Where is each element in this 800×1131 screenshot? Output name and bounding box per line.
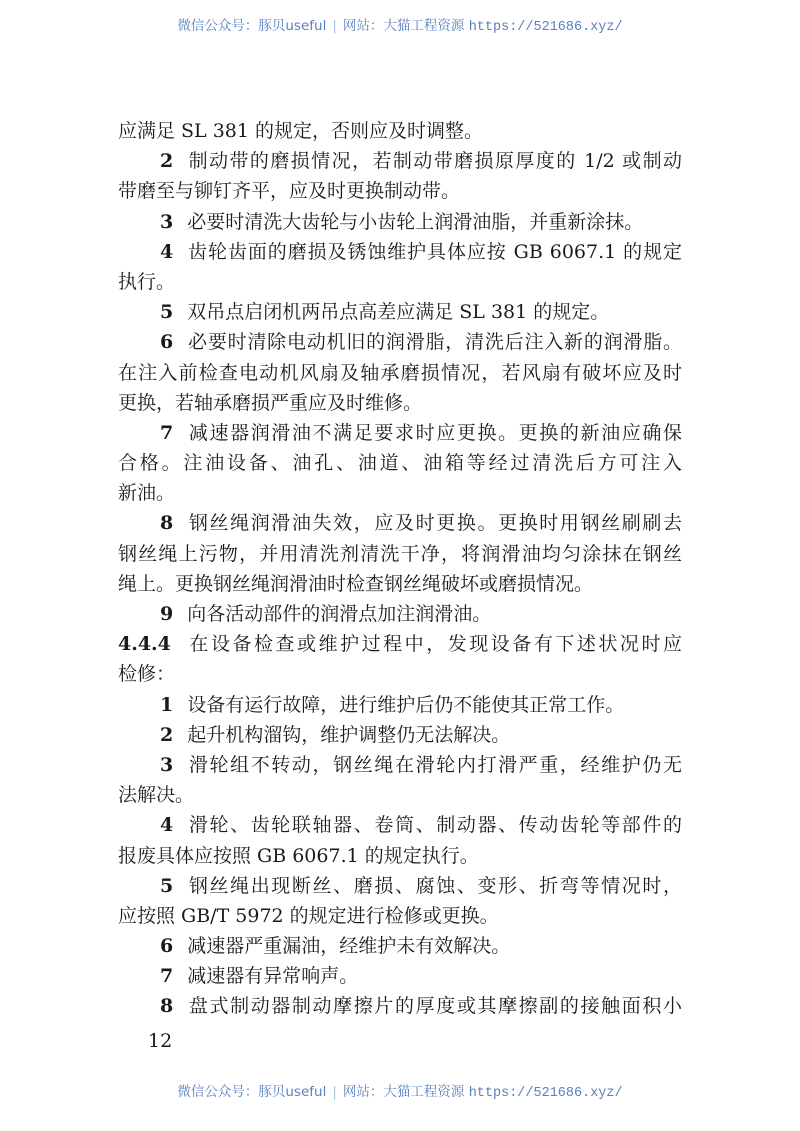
text-line bbox=[118, 841, 682, 871]
watermark-site: 网站：大猫工程资源 bbox=[342, 1084, 465, 1100]
watermark-separator: | bbox=[332, 1084, 337, 1100]
text-line bbox=[118, 961, 682, 991]
text-line bbox=[118, 931, 682, 961]
page-number: 12 bbox=[148, 1030, 173, 1052]
item-number: 8 bbox=[160, 512, 174, 535]
item-number: 4 bbox=[160, 814, 174, 837]
line-text: 滑轮组不转动，钢丝绳在滑轮内打滑严重，经维护仍无 bbox=[187, 753, 682, 776]
line-text: 钢丝绳润滑油失效，应及时更换。更换时用钢丝刷刷去 bbox=[187, 512, 682, 535]
item-number: 8 bbox=[160, 995, 174, 1018]
item-number: 3 bbox=[160, 753, 174, 776]
text-line bbox=[118, 508, 682, 538]
item-number: 6 bbox=[160, 331, 174, 354]
line-text: 报废具体应按照 GB 6067.1 的规定执行。 bbox=[118, 844, 479, 867]
text-line bbox=[118, 690, 682, 720]
line-text: 设备有运行故障，进行维护后仍不能使其正常工作。 bbox=[187, 693, 625, 716]
watermark-url: https://521686.xyz/ bbox=[468, 1086, 623, 1101]
line-text: 应按照 GB/T 5972 的规定进行检修或更换。 bbox=[118, 904, 499, 927]
item-number: 1 bbox=[160, 693, 174, 716]
watermark-footer bbox=[0, 1080, 800, 1101]
line-text: 法解决。 bbox=[118, 784, 195, 807]
item-number: 6 bbox=[160, 935, 174, 958]
line-text: 制动带的磨损情况，若制动带磨损原厚度的 1/2 或制动 bbox=[187, 150, 682, 173]
item-number: 2 bbox=[160, 150, 174, 173]
line-text: 必要时清洗大齿轮与小齿轮上润滑油脂，并重新涂抹。 bbox=[187, 210, 644, 233]
line-text: 执行。 bbox=[118, 270, 176, 293]
text-line bbox=[118, 750, 682, 780]
text-line bbox=[118, 297, 682, 327]
item-number: 2 bbox=[160, 723, 174, 746]
text-line bbox=[118, 418, 682, 448]
watermark-separator: | bbox=[332, 18, 337, 34]
line-text: 带磨至与铆钉齐平，应及时更换制动带。 bbox=[118, 180, 461, 203]
item-number: 7 bbox=[160, 965, 174, 988]
text-line bbox=[118, 267, 682, 297]
line-text: 减速器润滑油不满足要求时应更换。更换的新油应确保 bbox=[187, 421, 682, 444]
line-text: 应满足 SL 381 的规定，否则应及时调整。 bbox=[118, 120, 484, 142]
text-line bbox=[118, 810, 682, 840]
line-text: 双吊点启闭机两吊点高差应满足 SL 381 的规定。 bbox=[187, 301, 610, 324]
text-line bbox=[118, 146, 682, 176]
watermark-url: https://521686.xyz/ bbox=[468, 20, 623, 35]
text-line bbox=[118, 569, 682, 599]
item-number: 5 bbox=[160, 301, 174, 324]
text-line bbox=[118, 237, 682, 267]
line-text: 齿轮齿面的磨损及锈蚀维护具体应按 GB 6067.1 的规定 bbox=[187, 240, 682, 263]
section-number: 4.4.4 bbox=[118, 633, 171, 656]
line-text: 滑轮、齿轮联轴器、卷筒、制动器、传动齿轮等部件的 bbox=[187, 814, 682, 837]
item-number: 9 bbox=[160, 603, 174, 625]
text-line bbox=[118, 116, 682, 146]
line-text: 盘式制动器制动摩擦片的厚度或其摩擦副的接触面积小 bbox=[187, 995, 682, 1018]
line-text: 起升机构溜钩，维护调整仍无法解决。 bbox=[187, 723, 511, 746]
document-body bbox=[118, 116, 682, 1022]
text-line bbox=[118, 720, 682, 750]
text-line bbox=[118, 478, 682, 508]
watermark-header bbox=[0, 14, 800, 35]
watermark-site: 网站：大猫工程资源 bbox=[342, 18, 465, 34]
item-number: 4 bbox=[160, 240, 174, 263]
line-text: 在注入前检查电动机风扇及轴承磨损情况，若风扇有破坏应及时 bbox=[118, 361, 682, 384]
item-number: 5 bbox=[160, 874, 174, 897]
line-text: 检修： bbox=[118, 663, 176, 686]
line-text: 向各活动部件的润滑点加注润滑油。 bbox=[187, 603, 492, 625]
text-line bbox=[118, 207, 682, 237]
text-line bbox=[118, 871, 682, 901]
text-line bbox=[118, 659, 682, 689]
text-line bbox=[118, 901, 682, 931]
text-line bbox=[118, 629, 682, 659]
line-text: 新油。 bbox=[118, 482, 176, 505]
text-line bbox=[118, 991, 682, 1021]
line-text: 合格。注油设备、油孔、油道、油箱等经过清洗后方可注入 bbox=[118, 452, 682, 475]
line-text: 钢丝绳出现断丝、磨损、腐蚀、变形、折弯等情况时， bbox=[187, 874, 682, 897]
line-text: 必要时清除电动机旧的润滑脂，清洗后注入新的润滑脂。 bbox=[187, 331, 682, 354]
text-line bbox=[118, 327, 682, 357]
text-line bbox=[118, 358, 682, 388]
text-line bbox=[118, 176, 682, 206]
text-line bbox=[118, 539, 682, 569]
text-line bbox=[118, 599, 682, 629]
text-line bbox=[118, 388, 682, 418]
line-text: 绳上。更换钢丝绳润滑油时检查钢丝绳破坏或磨损情况。 bbox=[118, 572, 594, 595]
watermark-wechat: 微信公众号：豚贝useful bbox=[177, 18, 327, 34]
watermark-wechat: 微信公众号：豚贝useful bbox=[177, 1084, 327, 1100]
line-text: 钢丝绳上污物，并用清洗剂清洗干净，将润滑油均匀涂抹在钢丝 bbox=[118, 542, 682, 565]
text-line bbox=[118, 448, 682, 478]
line-text: 减速器有异常响声。 bbox=[187, 965, 359, 988]
line-text: 在设备检查或维护过程中，发现设备有下述状况时应 bbox=[186, 633, 682, 656]
text-line bbox=[118, 780, 682, 810]
line-text: 减速器严重漏油，经维护未有效解决。 bbox=[187, 935, 511, 958]
item-number: 7 bbox=[160, 421, 174, 444]
item-number: 3 bbox=[160, 210, 174, 233]
line-text: 更换，若轴承磨损严重应及时维修。 bbox=[118, 391, 423, 414]
